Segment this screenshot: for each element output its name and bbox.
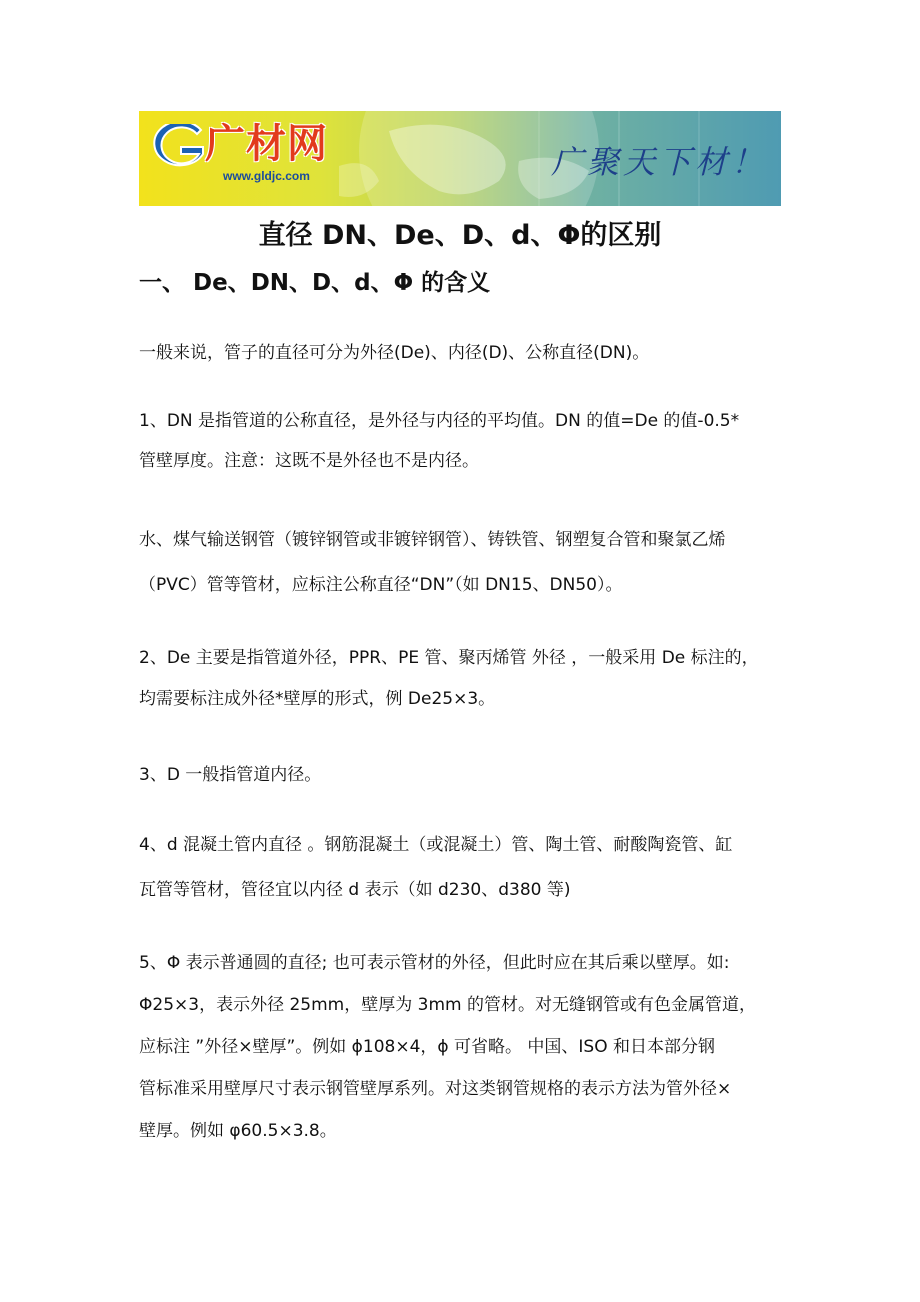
paragraph-line: Φ25×3，表示外径 25mm，壁厚为 3mm 的管材。对无缝钢管或有色金属管道， bbox=[139, 995, 756, 1015]
paragraph-dn bbox=[139, 406, 799, 477]
page-title: 直径 DN、De、D、d、Φ的区别 bbox=[258, 220, 662, 251]
logo-name: 广材网 bbox=[205, 121, 328, 167]
paragraph-d-upper bbox=[139, 760, 799, 791]
paragraph-line: 5、Φ 表示普通圆的直径; 也可表示管材的外径，但此时应在其后乘以壁厚。如: bbox=[139, 953, 730, 973]
paragraph-line: 4、d 混凝土管内直径 。钢筋混凝土（或混凝土）管、陶土管、耐酸陶瓷管、缸 bbox=[139, 835, 733, 855]
paragraph-phi bbox=[139, 948, 799, 1147]
paragraph-line: 应标注 ”外径×壁厚”。例如 ϕ108×4，ϕ 可省略。 中国、ISO 和日本部分钢 bbox=[139, 1037, 715, 1057]
paragraph-line: 水、煤气输送钢管（镀锌钢管或非镀锌钢管）、铸铁管、钢塑复合管和聚氯乙烯 bbox=[139, 530, 726, 550]
paragraph-intro bbox=[139, 338, 799, 369]
paragraph-line: 瓦管等管材，管径宜以内径 d 表示（如 d230、d380 等) bbox=[139, 880, 571, 900]
paragraph-line: 2、De 主要是指管道外径，PPR、PE 管、聚丙烯管 外径 ，一般采用 De 标注的， bbox=[139, 648, 759, 668]
logo-url: www.gldjc.com bbox=[223, 169, 310, 183]
slogan: 广聚天下材！ bbox=[550, 143, 767, 181]
paragraph-dn-usage bbox=[139, 525, 799, 601]
paragraph-line: （PVC）管等管材，应标注公称直径“DN”（如 DN15、DN50）。 bbox=[139, 575, 623, 595]
paragraph-line: 3、D 一般指管道内径。 bbox=[139, 765, 322, 785]
site-banner bbox=[139, 111, 781, 206]
paragraph-line: 管壁厚度。注意：这既不是外径也不是内径。 bbox=[139, 451, 479, 471]
paragraph-line: 1、DN 是指管道的公称直径，是外径与内径的平均值。DN 的值=De 的值-0.5* bbox=[139, 411, 740, 431]
paragraph-line: 一般来说，管子的直径可分为外径(De)、内径(D)、公称直径(DN)。 bbox=[139, 343, 650, 363]
paragraph-d-lower bbox=[139, 830, 799, 906]
paragraph-line: 壁厚。例如 φ60.5×3.8。 bbox=[139, 1121, 337, 1141]
section-heading: 一、 De、DN、D、d、Φ 的含义 bbox=[139, 270, 491, 296]
paragraph-line: 均需要标注成外径*壁厚的形式，例 De25×3。 bbox=[139, 689, 496, 709]
g-logo-icon bbox=[151, 124, 207, 168]
paragraph-de bbox=[139, 643, 799, 715]
paragraph-line: 管标准采用壁厚尺寸表示钢管壁厚系列。对这类钢管规格的表示方法为管外径× bbox=[139, 1079, 732, 1099]
